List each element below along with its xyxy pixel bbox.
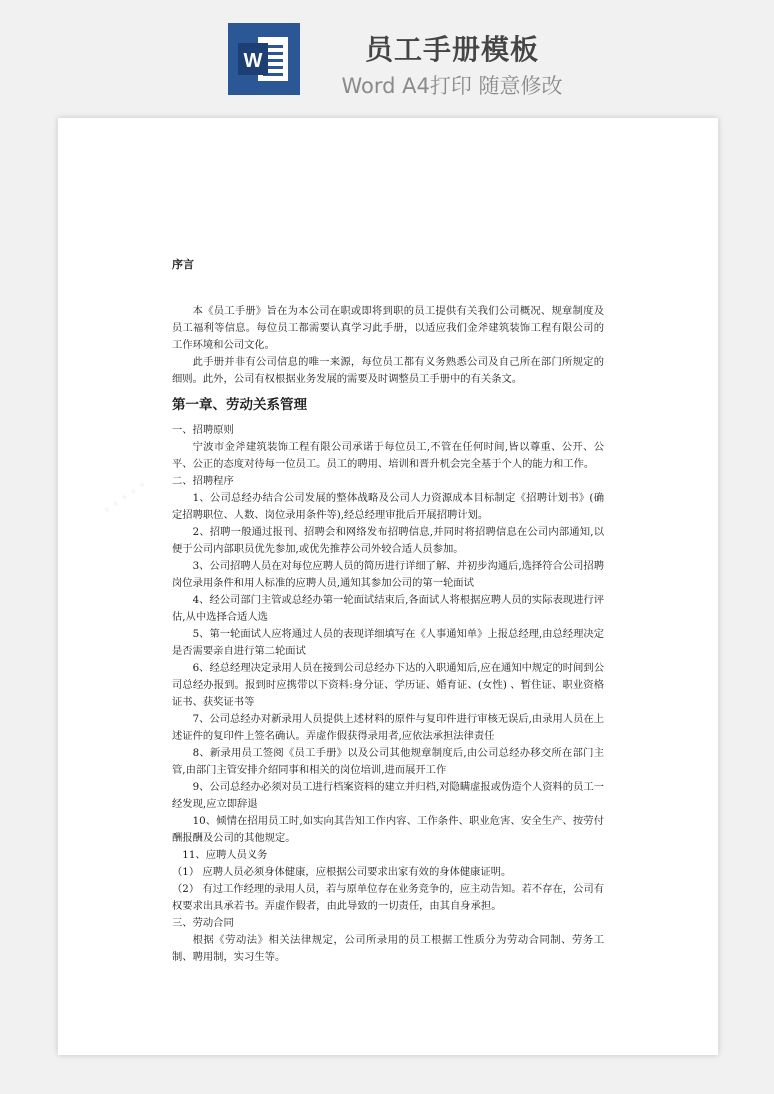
preface-paragraph: 本《员工手册》旨在为本公司在职或即将到职的员工提供有关我们公司概况、规章制度及员工福利等信息。每位员工都需要认真学习此手册，以适应我们金斧建筑装饰工程有限公司的工作环境和公司文化。 xyxy=(172,305,604,351)
list-item: （1） 应聘人员必须身体健康，应根据公司要求出家有效的身体健康证明。 xyxy=(172,866,512,878)
list-item: 9、公司总经办必须对员工进行档案资料的建立并归档,对隐瞒虚报或伪造个人资料的员工一经发现,应立即辞退 xyxy=(172,781,604,810)
banner-title: 员工手册模板 xyxy=(364,33,539,66)
section-heading: 一、招聘原则 xyxy=(172,424,234,436)
banner-subtitle: Word A4打印 随意修改 xyxy=(341,74,563,98)
paragraph: 根据《劳动法》相关法律规定，公司所录用的员工根据工性质分为劳动合同制、劳务工制、聘用制，实习生等。 xyxy=(172,934,604,963)
section-heading: 二、招聘程序 xyxy=(172,475,234,487)
list-item: 10、倾情在招用员工时,如实向其告知工作内容、工作条件、职业危害、安全生产、按劳付酬报酬及公司的其他规定。 xyxy=(172,815,604,844)
list-item: （2） 有过工作经理的录用人员，若与原单位存在业务竞争的，应主动告知。若不存在，公司有权要求出具承若书。弄虚作假者，由此导致的一切责任，由其自身承担。 xyxy=(172,883,604,912)
list-item: 5、第一轮面试人应将通过人员的表现详细填写在《人事通知单》上报总经理,由总经理决定是否需要亲自进行第二轮面试 xyxy=(172,628,604,657)
word-doc-icon xyxy=(228,23,300,95)
paragraph: 宁波市金斧建筑装饰工程有限公司承诺于每位员工,不管在任何时间,皆以尊重、公开、公平、公正的态度对待每一位员工。员工的聘用、培训和晋升机会完全基于个人的能力和工作。 xyxy=(172,441,604,470)
list-item: 6、经总经理决定录用人员在接到公司总经办下达的入职通知后,应在通知中规定的时间到公司总经办报到。报到时应携带以下资料:身分证、学历证、婚育证、(女性) 、暂住证、职业资格证书、获奖证书等 xyxy=(172,662,604,708)
list-item: 11、应聘人员义务 xyxy=(182,849,268,861)
document-body xyxy=(172,256,604,966)
list-item: 3、公司招聘人员在对每位应聘人员的简历进行详细了解、并初步沟通后,选择符合公司招聘岗位录用条件和用人标准的应聘人员,通知其参加公司的第一轮面试 xyxy=(172,560,604,589)
section-heading: 三、劳动合同 xyxy=(172,917,234,929)
watermark xyxy=(91,466,158,530)
banner-header xyxy=(0,0,774,118)
preface-heading: 序言 xyxy=(172,258,194,271)
chapter-title: 第一章、劳动关系管理 xyxy=(172,397,307,413)
list-item: 8、新录用员工签阅《员工手册》以及公司其他规章制度后,由公司总经办移交所在部门主管,由部门主管安排介绍同事和相关的岗位培训,进而展开工作 xyxy=(172,747,604,776)
list-item: 4、经公司部门主管或总经办第一轮面试结束后,各面试人将根据应聘人员的实际表现进行评估,从中选择合适人选 xyxy=(172,594,604,623)
list-item: 2、招聘一般通过报刊、招聘会和网络发布招聘信息,并同时将招聘信息在公司内部通知,以便于公司内部职员优先参加,或优先推荐公司外较合适人员参加。 xyxy=(172,526,604,555)
list-item: 7、公司总经办对新录用人员提供上述材料的原件与复印件进行审核无误后,由录用人员在上述证件的复印件上签名确认。弄虚作假获得录用者,应依法承担法律责任 xyxy=(172,713,604,742)
svg-text:W: W xyxy=(243,50,263,72)
list-item: 1、公司总经办结合公司发展的整体战略及公司人力资源成本目标制定《招聘计划书》(确定招聘职位、人数、岗位录用条件等),经总经理审批后开展招聘计划。 xyxy=(172,492,604,521)
preface-paragraph: 此手册并非有公司信息的唯一来源，每位员工都有义务熟悉公司及自己所在部门所规定的细则。此外，公司有权根据业务发展的需要及时调整员工手册中的有关条文。 xyxy=(172,356,604,385)
document-page xyxy=(58,118,718,1055)
